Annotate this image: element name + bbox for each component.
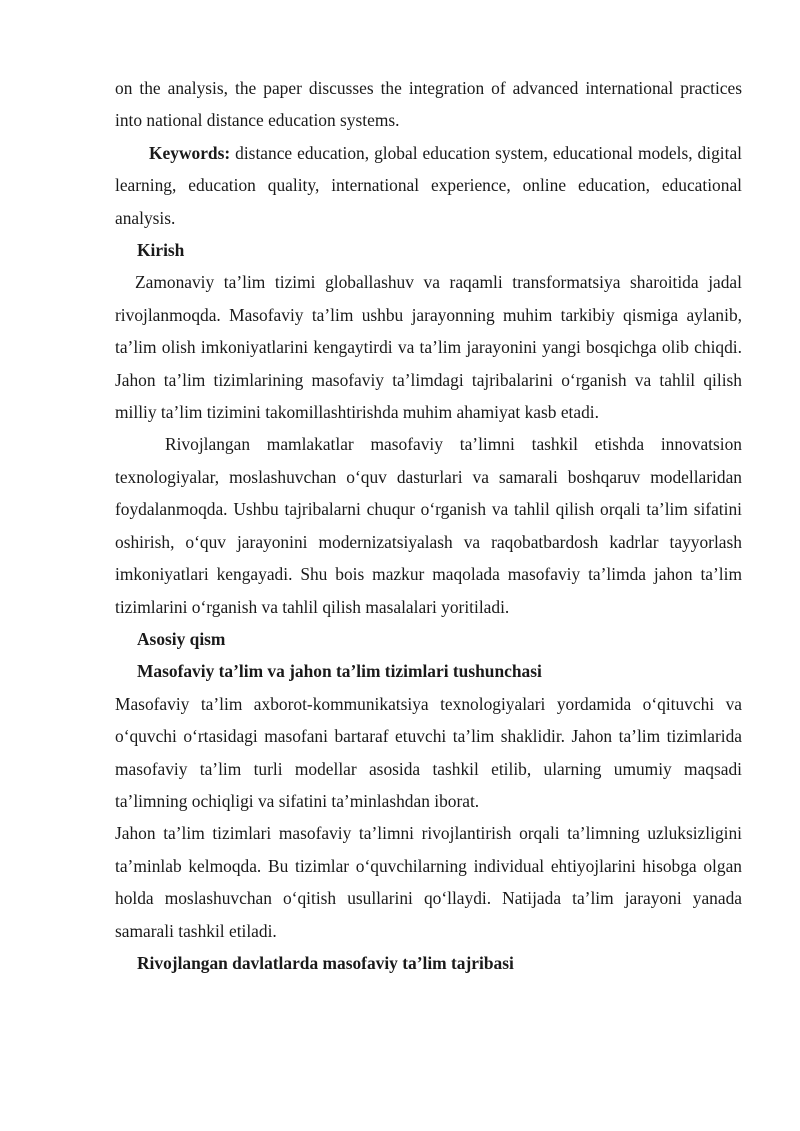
keywords-label: Keywords: <box>149 142 231 163</box>
intro-paragraph-2: Rivojlangan mamlakatlar masofaviy ta’limni tashkil etishda innovatsion texnologiyalar, moslashuvchan o‘quv dasturlari va samarali boshqaruv modellaridan foydalanmoqda. Ushbu tajribalarni chuqur o‘rganish va tahlil qilish orqali ta’lim sifatini oshirish, o‘quv jarayonini modernizatsiyalash va raqobatbardosh kadrlar tayyorlash imkoniyatlari kengayadi. Shu bois mazkur maqolada masofaviy ta’limda jahon ta’lim tizimlarini o‘rganish va tahlil qilish masalalari yoritiladi. <box>115 434 742 617</box>
abstract-tail-paragraph: on the analysis, the paper discusses the integration of advanced international practices into national distance education systems. <box>115 78 742 131</box>
intro-heading: Kirish <box>137 240 185 261</box>
subsection-1-paragraph-2: Jahon ta’lim tizimlari masofaviy ta’limni rivojlantirish orqali ta’limning uzluksizligini ta’minlab kelmoqda. Bu tizimlar o‘quvchilarning individual ehtiyojlarini hisobga olgan holda moslashuvchan o‘qitish usullarini qo‘llaydi. Natijada ta’lim jarayoni yanada samarali tashkil etiladi. <box>115 823 742 941</box>
keywords-paragraph <box>115 137 742 234</box>
subsection-1-paragraph-1: Masofaviy ta’lim axborot-kommunikatsiya texnologiyalari yordamida o‘qituvchi va o‘quvchi o‘rtasidagi masofani bartaraf etuvchi ta’lim shaklidir. Jahon ta’lim tizimlarida masofaviy ta’lim turli modellar asosida tashkil etilib, ularning umumiy maqsadi ta’limning ochiqligi va sifatini ta’minlashdan iborat. <box>115 693 742 811</box>
subsection-2-heading: Rivojlangan davlatlarda masofaviy ta’lim tajribasi <box>137 952 514 973</box>
subsection-1-heading: Masofaviy ta’lim va jahon ta’lim tizimlari tushunchasi <box>137 661 542 682</box>
document-page <box>115 72 742 979</box>
keywords-text: distance education, global education system, educational models, digital learning, education quality, international experience, online education, educational analysis. <box>115 142 742 228</box>
intro-paragraph-1: Zamonaviy ta’lim tizimi globallashuv va raqamli transformatsiya sharoitida jadal rivojlanmoqda. Masofaviy ta’lim ushbu jarayonning muhim tarkibiy qismiga aylanib, ta’lim olish imkoniyatlarini kengaytirdi va ta’lim jarayonini yangi bosqichga olib chiqdi. Jahon ta’lim tizimlarining masofaviy ta’limdagi tajribalarini o‘rganish va tahlil qilish milliy ta’lim tizimini takomillashtirishda muhim ahamiyat kasb etadi. <box>115 272 742 423</box>
main-section-heading: Asosiy qism <box>137 628 226 649</box>
